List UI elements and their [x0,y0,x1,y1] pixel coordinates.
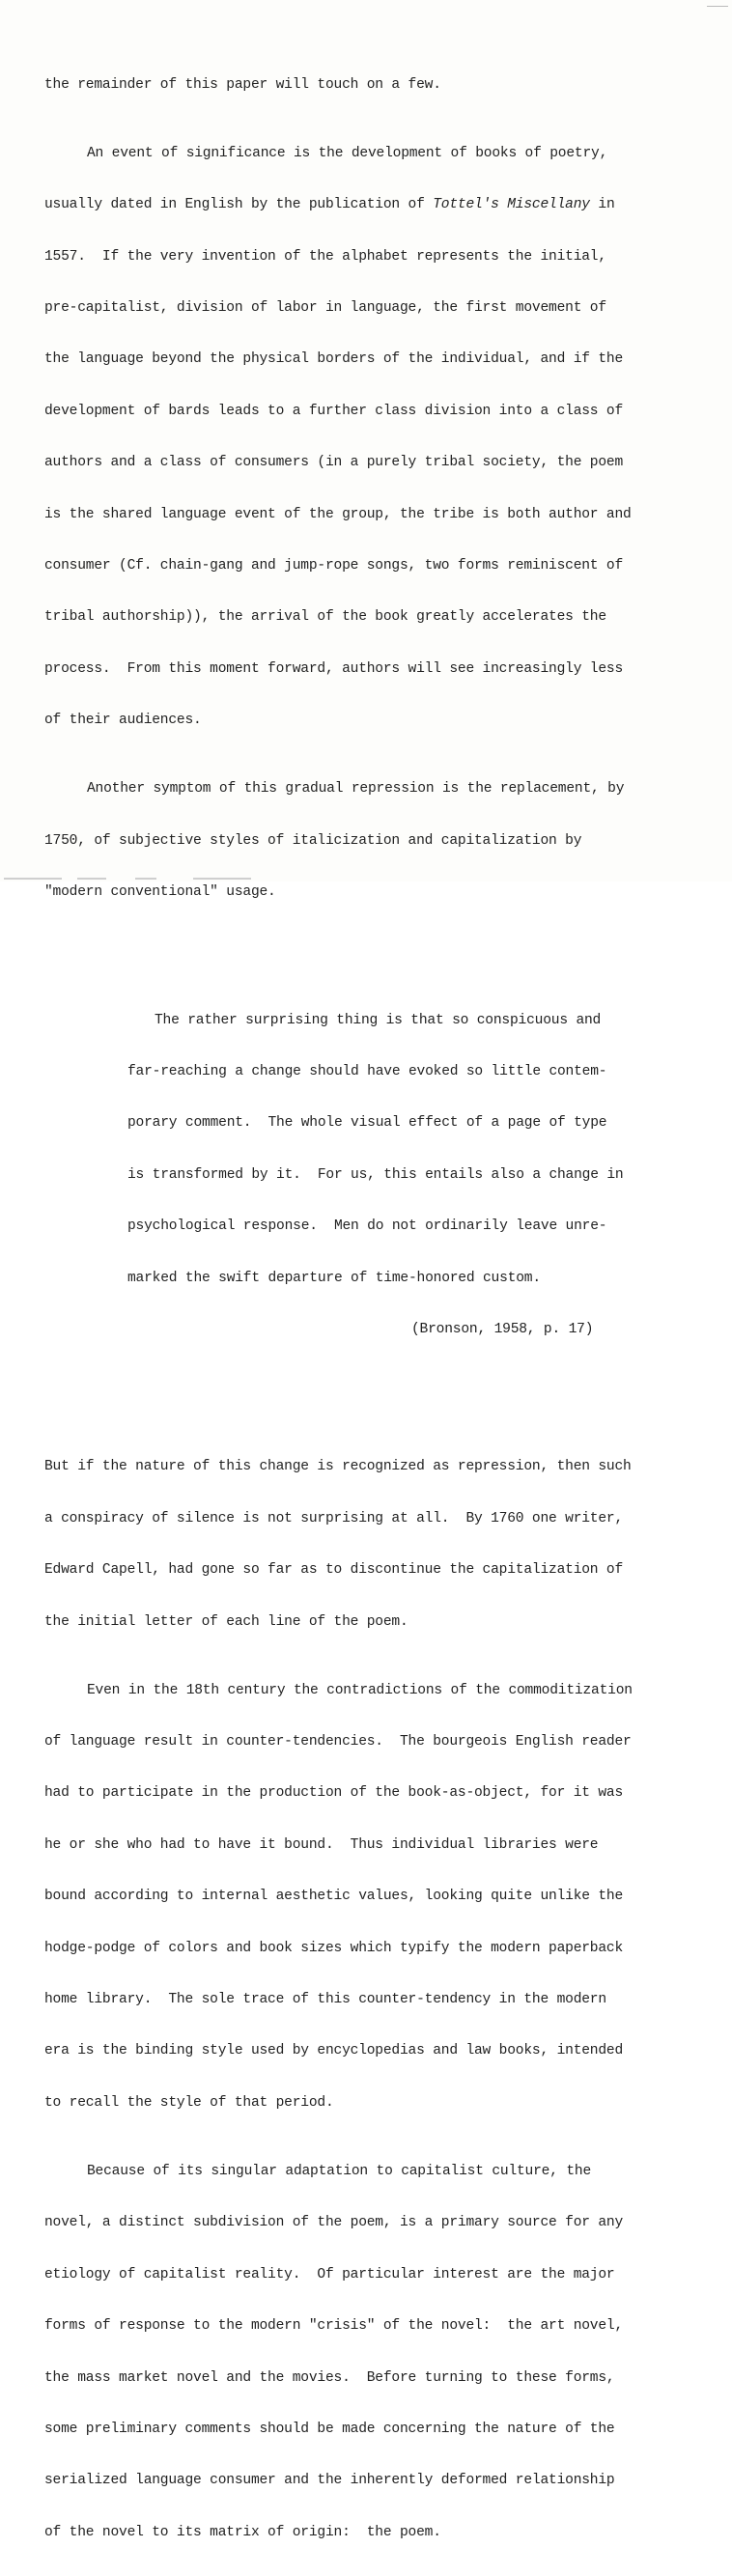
text-line: the language beyond the physical borders of the individual, and if the [44,351,624,368]
text-segment: in [589,197,615,213]
text-line: Edward Capell, had gone so far as to discontinue the capitalization of [44,1562,624,1579]
text-line: to recall the style of that period. [44,2094,334,2111]
text-line: "modern conventional" usage. [44,884,276,901]
spacer [44,953,633,961]
text-line: the remainder of this paper will touch on a few. [44,76,441,93]
book-title: Tottel's Miscellany [433,197,590,213]
text-line: authors and a class of consumers (in a purely tribal society, the poem [44,455,624,471]
text-line: process. From this moment forward, authors will see increasingly less [44,660,624,677]
text-line: etiology of capitalist reality. Of particular interest are the major [44,2266,615,2282]
text-line: pre-capitalist, division of labor in language, the first movement of [44,299,606,316]
paragraph-first-line: Because of its singular adaptation to capitalist culture, the [87,2164,592,2180]
text-line: era is the binding style used by encyclopedias and law books, intended [44,2043,624,2059]
text-line: But if the nature of this change is recognized as repression, then such [44,1459,632,1475]
typewritten-text [44,42,633,2576]
text-line: the initial letter of each line of the poem. [44,1613,408,1630]
scan-edge-mark [135,878,156,880]
text-line: tribal authorship)), the arrival of the book greatly accelerates the [44,609,606,626]
text-segment: usually dated in English by the publication of [44,197,434,213]
text-line: of their audiences. [44,713,202,729]
scan-edge-mark [77,878,106,880]
block-quote-line: porary comment. The whole visual effect of a page of type [127,1115,607,1132]
text-line: hodge-podge of colors and book sizes which typify the modern paperback [44,1940,624,1956]
block-quote-line: psychological response. Men do not ordinarily leave unre- [127,1218,607,1235]
text-line: development of bards leads to a further class division into a class of [44,403,624,419]
paragraph-first-line: Another symptom of this gradual repression is the replacement, by [87,781,625,798]
citation: (Bronson, 1958, p. 17) [411,1321,594,1337]
scan-edge-mark [4,878,62,880]
text-line: is the shared language event of the group, the tribe is both author and [44,506,632,522]
text-line: a conspiracy of silence is not surprising at all. By 1760 one writer, [44,1510,624,1526]
text-line: consumer (Cf. chain-gang and jump-rope songs, two forms reminiscent of [44,557,624,574]
spacer [44,1390,633,1408]
text-line [44,197,633,214]
text-line: some preliminary comments should be made concerning the nature of the [44,2421,615,2437]
block-quote-line: marked the swift departure of time-honored custom. [127,1270,541,1286]
text-line: bound according to internal aesthetic values, looking quite unlike the [44,1889,624,1905]
text-line: the mass market novel and the movies. Before turning to these forms, [44,2369,615,2386]
text-line: had to participate in the production of the book-as-object, for it was [44,1785,624,1802]
block-quote-first-line: The rather surprising thing is that so conspicuous and [155,1012,602,1028]
text-line: of language result in counter-tendencies. The bourgeois English reader [44,1734,632,1750]
paragraph-first-line: An event of significance is the development of books of poetry, [87,145,608,161]
text-line: he or she who had to have it bound. Thus individual libraries were [44,1836,599,1853]
text-line: serialized language consumer and the inherently deformed relationship [44,2473,615,2489]
text-line: novel, a distinct subdivision of the poem, is a primary source for any [44,2215,624,2231]
block-quote-line: is transformed by it. For us, this entails also a change in [127,1166,624,1183]
text-line: of the novel to its matrix of origin: the poem. [44,2524,441,2540]
paragraph-first-line: Even in the 18th century the contradictions of the commoditization [87,1682,633,1698]
scan-edge-mark [193,878,251,880]
text-line: 1750, of subjective styles of italicization and capitalization by [44,832,582,849]
text-line: home library. The sole trace of this counter-tendency in the modern [44,1992,606,2008]
text-line: 1557. If the very invention of the alphabet represents the initial, [44,248,606,265]
scan-corner-mark [707,0,728,7]
text-line: forms of response to the modern "crisis" of the novel: the art novel, [44,2318,624,2335]
block-quote-line: far-reaching a change should have evoked so little contem- [127,1064,607,1080]
